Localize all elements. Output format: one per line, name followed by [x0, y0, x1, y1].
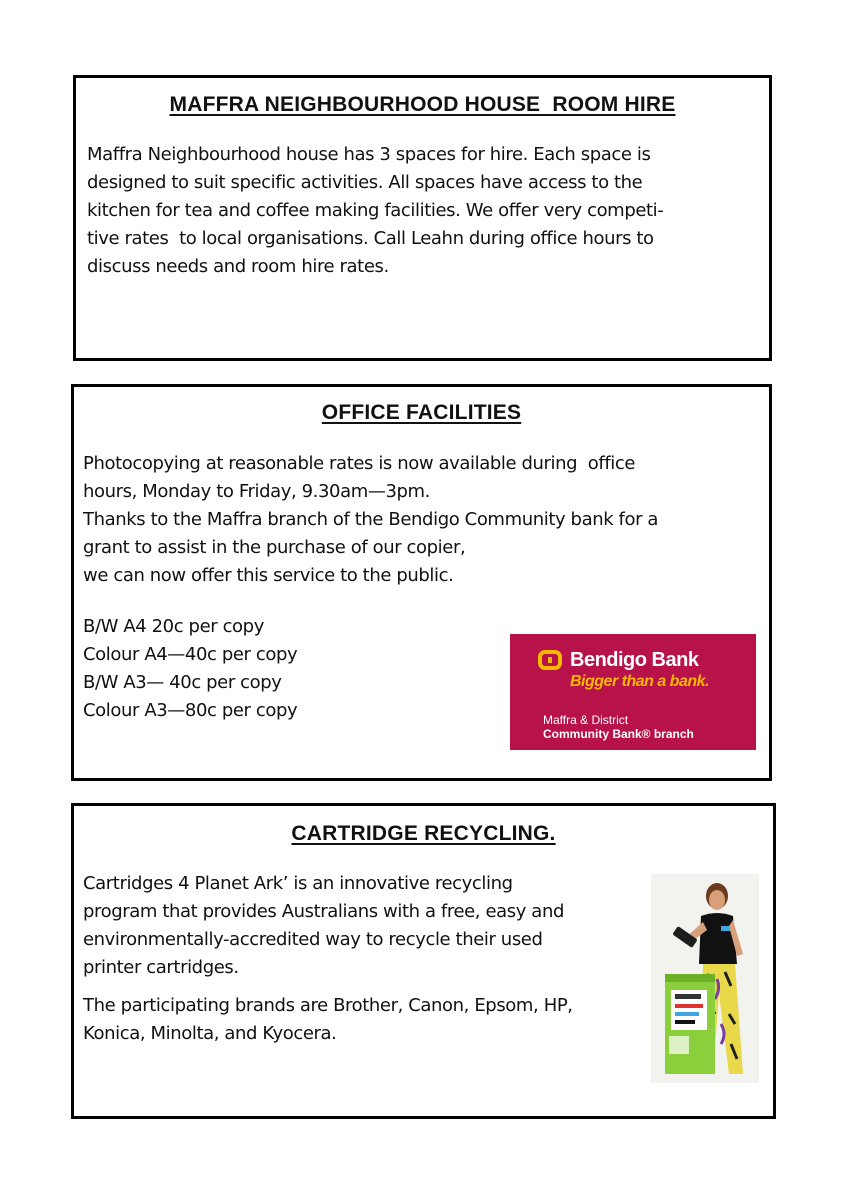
recycling-photo: [651, 874, 759, 1083]
cartridge-recycling-section: [71, 803, 776, 1119]
recycling-line: environmentally-accredited way to recycle their used: [83, 929, 543, 950]
recycling-line: The participating brands are Brother, Canon, Epsom, HP,: [83, 995, 573, 1016]
bendigo-mark-icon: [538, 650, 562, 670]
office-line: Photocopying at reasonable rates is now available during office: [83, 453, 636, 474]
room-hire-section: [73, 75, 772, 361]
price-item: Colour A4—40c per copy: [83, 644, 298, 665]
room-hire-text: [87, 141, 663, 281]
office-facilities-section: [71, 384, 772, 781]
price-item: B/W A4 20c per copy: [83, 616, 264, 637]
recycling-line: program that provides Australians with a free, easy and: [83, 901, 564, 922]
bendigo-branch-line1: Maffra & District: [543, 713, 629, 727]
room-hire-line: Maffra Neighbourhood house has 3 spaces for hire. Each space is: [87, 144, 651, 165]
recycling-line: Cartridges 4 Planet Ark’ is an innovative recycling: [83, 873, 513, 894]
room-hire-line: discuss needs and room hire rates.: [87, 256, 389, 277]
office-facilities-title: OFFICE FACILITIES: [321, 401, 522, 424]
cartridge-recycling-title: CARTRIDGE RECYCLING.: [291, 822, 556, 845]
recycling-text: [83, 870, 564, 982]
price-item: B/W A3— 40c per copy: [83, 672, 282, 693]
bendigo-name: Bendigo Bank: [570, 649, 699, 671]
room-hire-line: tive rates to local organisations. Call Leahn during office hours to: [87, 228, 654, 249]
woman-with-recycling-box-image: [651, 874, 759, 1083]
room-hire-line: kitchen for tea and coffee making facilities. We offer very competi-: [87, 200, 664, 221]
recycling-line: printer cartridges.: [83, 957, 239, 978]
office-line: we can now offer this service to the public.: [83, 565, 454, 586]
recycling-brands-text: [83, 992, 573, 1048]
room-hire-line: designed to suit specific activities. All spaces have access to the: [87, 172, 643, 193]
office-line: grant to assist in the purchase of our copier,: [83, 537, 466, 558]
office-facilities-text: [83, 450, 658, 590]
office-line: Thanks to the Maffra branch of the Bendigo Community bank for a: [83, 509, 659, 530]
recycling-line: Konica, Minolta, and Kyocera.: [83, 1023, 337, 1044]
bendigo-bank-logo: [510, 634, 756, 750]
bendigo-branch-line2: Community Bank® branch: [543, 727, 694, 741]
office-line: hours, Monday to Friday, 9.30am—3pm.: [83, 481, 430, 502]
price-item: Colour A3—80c per copy: [83, 700, 298, 721]
room-hire-title: MAFFRA NEIGHBOURHOOD HOUSE ROOM HIRE: [169, 93, 676, 116]
price-list: [83, 613, 297, 725]
bendigo-tagline: Bigger than a bank.: [570, 673, 709, 690]
